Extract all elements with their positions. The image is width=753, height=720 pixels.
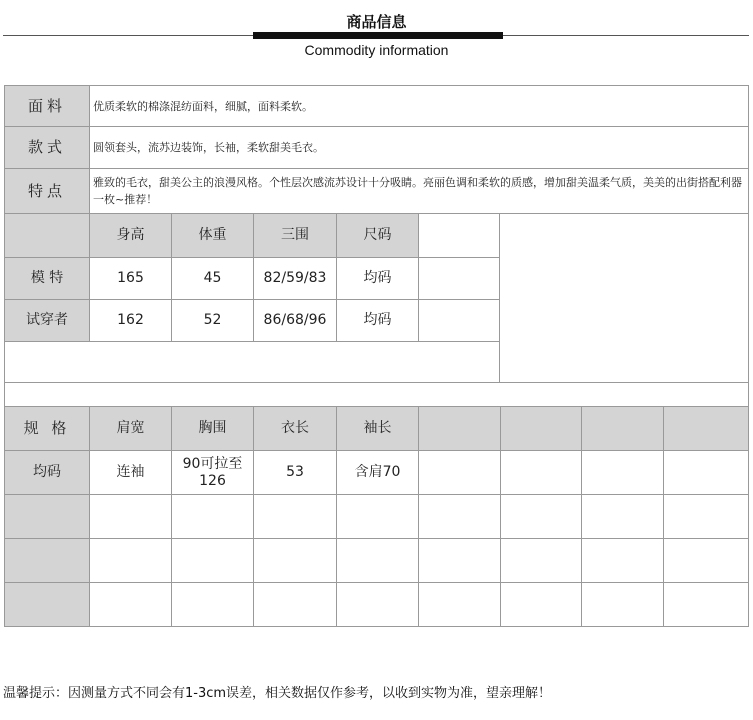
model-size: 均码 (336, 257, 419, 300)
size-header-empty (581, 406, 664, 451)
model-weight: 45 (171, 257, 254, 300)
blank-cell (336, 494, 419, 539)
blank-cell (253, 494, 337, 539)
size-header-empty (418, 406, 501, 451)
tester-empty (418, 299, 500, 342)
blank-row-label (4, 538, 90, 583)
blank-cell (89, 494, 172, 539)
blank-cell (418, 538, 501, 583)
blank-cell (500, 538, 582, 583)
tester-bwh: 86/68/96 (253, 299, 337, 342)
model-height: 165 (89, 257, 172, 300)
blank-cell (336, 538, 419, 583)
measure-side-blank (499, 213, 749, 383)
size-empty (418, 450, 501, 495)
measure-header-weight: 体重 (171, 213, 254, 258)
size-header-empty (663, 406, 749, 451)
spec-label: 规 格 (4, 406, 90, 451)
size-chest: 90可拉至126 (171, 450, 254, 495)
blank-cell (253, 538, 337, 583)
blank-cell (171, 582, 254, 627)
fabric-label: 面料 (4, 85, 90, 127)
size-header-shoulder: 肩宽 (89, 406, 172, 451)
blank-cell (581, 582, 664, 627)
separator-row (4, 382, 749, 407)
blank-cell (253, 582, 337, 627)
blank-cell (663, 538, 749, 583)
tester-label: 试穿者 (4, 299, 90, 342)
model-bwh: 82/59/83 (253, 257, 337, 300)
tester-height: 162 (89, 299, 172, 342)
page-title-cn: 商品信息 (346, 13, 407, 31)
measure-header-height: 身高 (89, 213, 172, 258)
size-header-empty (500, 406, 582, 451)
measure-blank-row (4, 341, 500, 383)
style-label: 款式 (4, 126, 90, 169)
style-text: 圆领套头，流苏边装饰，长袖，柔软甜美毛衣。 (89, 126, 749, 169)
fabric-text: 优质柔软的棉涤混纺面料，细腻，面料柔软。 (89, 85, 749, 127)
page-title-en: Commodity information (304, 42, 449, 58)
blank-cell (581, 494, 664, 539)
blank-cell (500, 494, 582, 539)
size-header-length: 衣长 (253, 406, 337, 451)
size-length: 53 (253, 450, 337, 495)
blank-cell (500, 582, 582, 627)
size-row-label: 均码 (4, 450, 90, 495)
blank-cell (89, 582, 172, 627)
size-empty (581, 450, 664, 495)
tester-weight: 52 (171, 299, 254, 342)
size-header-sleeve: 袖长 (336, 406, 419, 451)
blank-cell (418, 582, 501, 627)
blank-cell (418, 494, 501, 539)
blank-cell (171, 494, 254, 539)
blank-cell (336, 582, 419, 627)
blank-row-label (4, 582, 90, 627)
blank-cell (89, 538, 172, 583)
measure-corner (4, 213, 90, 258)
model-empty (418, 257, 500, 300)
tester-size: 均码 (336, 299, 419, 342)
footer-note: 温馨提示：因测量方式不同会有1-3cm误差，相关数据仅作参考，以收到实物为准，望亲理解！ (3, 686, 552, 701)
size-empty (663, 450, 749, 495)
feature-text: 雅致的毛衣，甜美公主的浪漫风格。个性层次感流苏设计十分吸睛。亮丽色调和柔软的质感，增加甜美温柔气质，美美的出街搭配利器一枚~推荐！ (89, 168, 749, 214)
size-header-chest: 胸围 (171, 406, 254, 451)
blank-cell (663, 494, 749, 539)
measure-header-empty (418, 213, 500, 258)
blank-cell (581, 538, 664, 583)
blank-cell (171, 538, 254, 583)
blank-row-label (4, 494, 90, 539)
measure-header-size: 尺码 (336, 213, 419, 258)
blank-cell (663, 582, 749, 627)
size-empty (500, 450, 582, 495)
feature-label: 特点 (4, 168, 90, 214)
size-sleeve: 含肩70 (336, 450, 419, 495)
size-shoulder: 连袖 (89, 450, 172, 495)
model-label: 模 特 (4, 257, 90, 300)
title-accent-bar (253, 32, 503, 39)
measure-header-bwh: 三围 (253, 213, 337, 258)
